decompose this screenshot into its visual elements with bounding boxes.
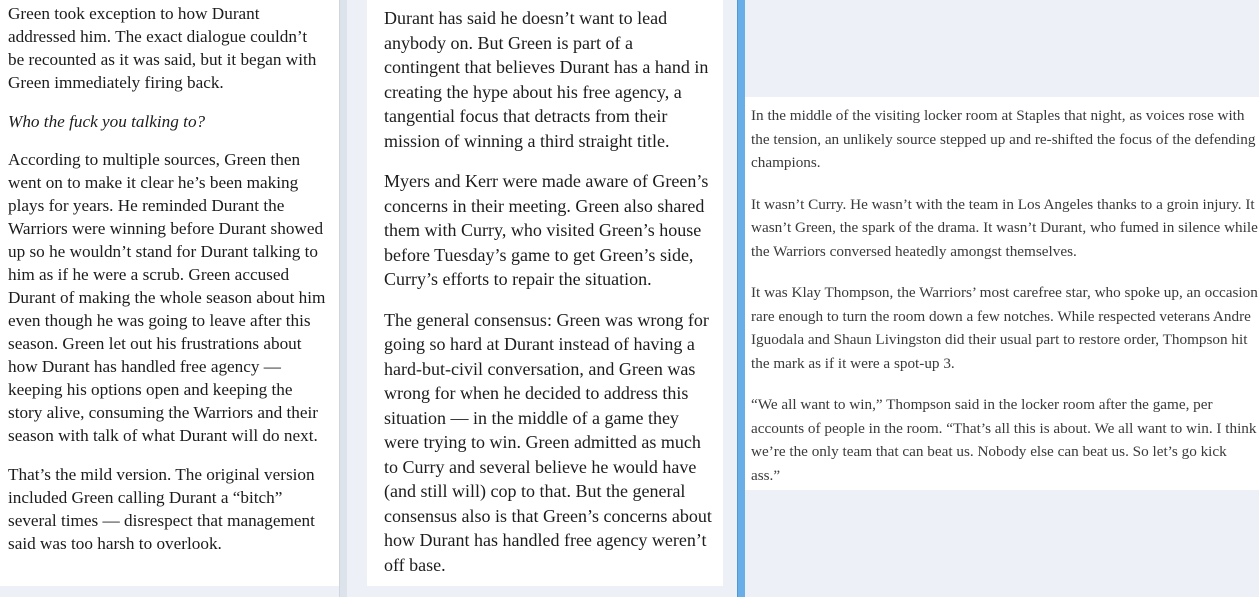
middle-pane[interactable]	[347, 0, 737, 597]
right-pane[interactable]	[745, 0, 1259, 597]
article-paragraph: That’s the mild version. The original version included Green calling Durant a “bitch” several times — disrespect that management said was too harsh to overlook.	[8, 465, 315, 553]
article-card-middle	[367, 0, 723, 586]
pane-divider-active[interactable]	[737, 0, 745, 597]
left-pane[interactable]	[0, 0, 339, 597]
article-paragraph: Green took exception to how Durant addressed him. The exact dialogue couldn’t be recounted as it was said, but it began with Green immediately firing back.	[8, 4, 317, 92]
article-quote: Who the fuck you talking to?	[8, 112, 206, 131]
article-paragraph: “We all want to win,” Thompson said in the locker room after the game, per accounts of people in the room. “That’s all this is about. We all want to win. I think we’re the only team that can beat us. Nobody else can beat us. So let’s go kick ass.”	[751, 396, 1257, 484]
article-card-right	[745, 97, 1259, 490]
article-paragraph: The general consensus: Green was wrong for going so hard at Durant instead of having a hard-but-civil conversation, and Green was wrong for when he decided to address this situation — in the middle of a game they were trying to win. Green admitted as much to Curry and several believe he would have (and still will) cop to that. But the general consensus also is that Green’s concerns about how Durant has handled free agency weren’t off base.	[384, 309, 712, 575]
pane-divider[interactable]	[339, 0, 347, 597]
article-paragraph: It was Klay Thompson, the Warriors’ most carefree star, who spoke up, an occasion rare enough to turn the room down a few notches. While respected veterans Andre Iguodala and Shaun Livingston did their usual part to restore order, Thompson hit the mark as if it were a spot-up 3.	[751, 284, 1258, 372]
article-paragraph: According to multiple sources, Green then went on to make it clear he’s been making plays for years. He reminded Durant the Warriors were winning before Durant showed up so he wouldn’t stand for Durant talking to him as if he were a scrub. Green accused Durant of making the whole season about him even though he was going to leave after this season. Green let out his frustrations about how Durant has handled free agency — keeping his options open and keeping the story alive, consuming the Warriors and their season with talk of what Durant will do next.	[8, 150, 326, 445]
article-paragraph: Myers and Kerr were made aware of Green’s concerns in their meeting. Green also shared them with Curry, who visited Green’s house before Tuesday’s game to get Green’s side, Curry’s efforts to repair the situation.	[384, 171, 709, 289]
article-card-left	[0, 0, 339, 586]
article-paragraph: It wasn’t Curry. He wasn’t with the team in Los Angeles thanks to a groin injury. It wasn’t Green, the spark of the drama. It wasn’t Durant, who fumed in silence while the Warriors conversed heatedly amongst themselves.	[751, 195, 1258, 260]
article-paragraph: In the middle of the visiting locker room at Staples that night, as voices rose with the tension, an unlikely source stepped up and re-shifted the focus of the defending champions.	[751, 107, 1256, 171]
article-paragraph: Durant has said he doesn’t want to lead anybody on. But Green is part of a contingent that believes Durant has a hand in creating the hype about his free agency, a tangential focus that detracts from their mission of winning a third straight title.	[384, 8, 709, 151]
